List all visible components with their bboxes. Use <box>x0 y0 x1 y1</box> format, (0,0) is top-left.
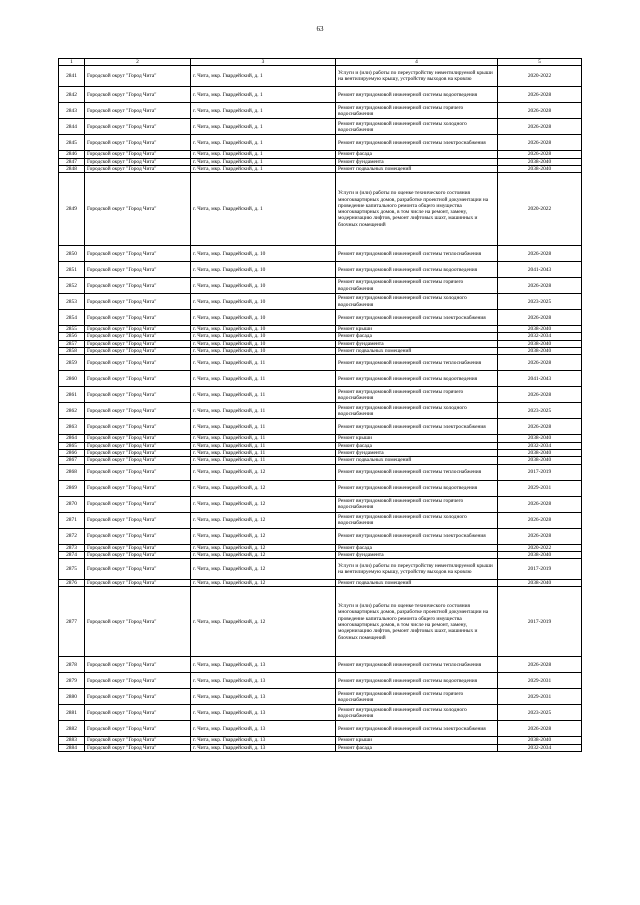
period-cell: 2038-2040 <box>498 551 582 558</box>
work-type-cell: Ремонт крыши <box>336 737 498 744</box>
address-cell: г. Чита, мкр. Гвардейский, д. 12 <box>191 580 336 587</box>
municipality-cell: Городской округ "Город Чита" <box>85 246 191 262</box>
table-row <box>59 333 582 340</box>
address-cell: г. Чита, мкр. Гвардейский, д. 1 <box>191 151 336 158</box>
work-type-cell: Ремонт фундамента <box>336 551 498 558</box>
address-cell: г. Чита, мкр. Гвардейский, д. 11 <box>191 355 336 371</box>
work-type-cell: Ремонт внутридомовой инженерной системы холодного водоснабжения <box>336 512 498 528</box>
table-row <box>59 457 582 464</box>
address-cell: г. Чита, мкр. Гвардейский, д. 11 <box>191 419 336 435</box>
address-cell: г. Чита, мкр. Гвардейский, д. 10 <box>191 278 336 294</box>
address-cell: г. Чита, мкр. Гвардейский, д. 10 <box>191 310 336 326</box>
row-number: 2862 <box>59 403 85 419</box>
work-type-cell: Ремонт подвальных помещений <box>336 348 498 355</box>
address-cell: г. Чита, мкр. Гвардейский, д. 12 <box>191 480 336 496</box>
row-number: 2865 <box>59 442 85 449</box>
row-number: 2843 <box>59 103 85 119</box>
work-type-cell: Ремонт внутридомовой инженерной системы холодного водоснабжения <box>336 705 498 721</box>
address-cell: г. Чита, мкр. Гвардейский, д. 11 <box>191 387 336 403</box>
period-cell: 2023-2025 <box>498 294 582 310</box>
table-row <box>59 103 582 119</box>
page-number: 63 <box>316 25 324 33</box>
table-row <box>59 512 582 528</box>
address-cell: г. Чита, мкр. Гвардейский, д. 13 <box>191 657 336 673</box>
row-number: 2842 <box>59 87 85 103</box>
row-number: 2849 <box>59 173 85 246</box>
row-number: 2883 <box>59 737 85 744</box>
address-cell: г. Чита, мкр. Гвардейский, д. 13 <box>191 737 336 744</box>
address-cell: г. Чита, мкр. Гвардейский, д. 13 <box>191 689 336 705</box>
row-number: 2875 <box>59 559 85 580</box>
table-row <box>59 559 582 580</box>
row-number: 2879 <box>59 673 85 689</box>
address-cell: г. Чита, мкр. Гвардейский, д. 11 <box>191 371 336 387</box>
address-cell: г. Чита, мкр. Гвардейский, д. 13 <box>191 744 336 751</box>
period-cell: 2038-2040 <box>498 348 582 355</box>
municipality-cell: Городской округ "Город Чита" <box>85 496 191 512</box>
address-cell: г. Чита, мкр. Гвардейский, д. 10 <box>191 348 336 355</box>
municipality-cell: Городской округ "Город Чита" <box>85 721 191 737</box>
municipality-cell: Городской округ "Город Чита" <box>85 442 191 449</box>
row-number: 2874 <box>59 551 85 558</box>
work-type-cell: Услуги и (или) работы по оценке технического состояния многоквартирных домов, разработке проектной документации на проведение капитального ремонта общего имущества многоквартирных домов, в том числе на ремонт, замену, модернизацию лифтов, ремонт лифтовых шахт, машинных и блочных помещений <box>336 173 498 246</box>
address-cell: г. Чита, мкр. Гвардейский, д. 10 <box>191 294 336 310</box>
municipality-cell: Городской округ "Город Чита" <box>85 512 191 528</box>
table-row <box>59 135 582 151</box>
work-type-cell: Ремонт фасада <box>336 442 498 449</box>
address-cell: г. Чита, мкр. Гвардейский, д. 11 <box>191 403 336 419</box>
address-cell: г. Чита, мкр. Гвардейский, д. 10 <box>191 340 336 347</box>
row-number: 2876 <box>59 580 85 587</box>
row-number: 2884 <box>59 744 85 751</box>
work-type-cell: Услуги и (или) работы по переустройству невентилируемой крыши на вентилируемую крышу, устройству выходов на кровлю <box>336 559 498 580</box>
period-cell: 2023-2025 <box>498 403 582 419</box>
work-type-cell: Услуги и (или) работы по переустройству невентилируемой крыши на вентилируемую крышу, устройству выходов на кровлю <box>336 66 498 87</box>
period-cell: 2038-2040 <box>498 340 582 347</box>
address-cell: г. Чита, мкр. Гвардейский, д. 1 <box>191 158 336 165</box>
row-number: 2869 <box>59 480 85 496</box>
municipality-cell: Городской округ "Город Чита" <box>85 387 191 403</box>
municipality-cell: Городской округ "Город Чита" <box>85 371 191 387</box>
row-number: 2868 <box>59 464 85 480</box>
row-number: 2856 <box>59 333 85 340</box>
table-row <box>59 158 582 165</box>
municipality-cell: Городской округ "Город Чита" <box>85 66 191 87</box>
work-type-cell: Ремонт подвальных помещений <box>336 580 498 587</box>
period-cell: 2026-2028 <box>498 512 582 528</box>
table-header-row <box>59 59 582 66</box>
address-cell: г. Чита, мкр. Гвардейский, д. 13 <box>191 721 336 737</box>
table-row <box>59 580 582 587</box>
municipality-cell: Городской округ "Город Чита" <box>85 449 191 456</box>
address-cell: г. Чита, мкр. Гвардейский, д. 12 <box>191 551 336 558</box>
municipality-cell: Городской округ "Город Чита" <box>85 419 191 435</box>
row-number: 2854 <box>59 310 85 326</box>
address-cell: г. Чита, мкр. Гвардейский, д. 1 <box>191 173 336 246</box>
municipality-cell: Городской округ "Город Чита" <box>85 158 191 165</box>
address-cell: г. Чита, мкр. Гвардейский, д. 1 <box>191 135 336 151</box>
period-cell: 2038-2040 <box>498 457 582 464</box>
work-type-cell: Ремонт фасада <box>336 333 498 340</box>
municipality-cell: Городской округ "Город Чита" <box>85 262 191 278</box>
period-cell: 2029-2031 <box>498 480 582 496</box>
period-cell: 2038-2040 <box>498 158 582 165</box>
table-row <box>59 496 582 512</box>
work-type-cell: Услуги и (или) работы по оценке технического состояния многоквартирных домов, разработке проектной документации на проведение капитального ремонта общего имущества многоквартирных домов, в том числе на ремонт, замену, модернизацию лифтов, ремонт лифтовых шахт, машинных и блочных помещений <box>336 587 498 657</box>
table-row <box>59 657 582 673</box>
address-cell: г. Чита, мкр. Гвардейский, д. 11 <box>191 457 336 464</box>
period-cell: 2032-2034 <box>498 744 582 751</box>
period-cell: 2017-2019 <box>498 587 582 657</box>
municipality-cell: Городской округ "Город Чита" <box>85 87 191 103</box>
period-cell: 2017-2019 <box>498 464 582 480</box>
work-type-cell: Ремонт внутридомовой инженерной системы электроснабжения <box>336 721 498 737</box>
work-type-cell: Ремонт фундамента <box>336 158 498 165</box>
row-number: 2844 <box>59 119 85 135</box>
period-cell: 2026-2028 <box>498 657 582 673</box>
row-number: 2848 <box>59 165 85 172</box>
work-type-cell: Ремонт внутридомовой инженерной системы водоотведения <box>336 262 498 278</box>
table-row <box>59 449 582 456</box>
municipality-cell: Городской округ "Город Чита" <box>85 340 191 347</box>
table-row <box>59 419 582 435</box>
work-type-cell: Ремонт крыши <box>336 326 498 333</box>
column-header: 4 <box>336 59 498 66</box>
row-number: 2880 <box>59 689 85 705</box>
municipality-cell: Городской округ "Город Чита" <box>85 580 191 587</box>
period-cell: 2020-2022 <box>498 173 582 246</box>
work-type-cell: Ремонт фасада <box>336 151 498 158</box>
municipality-cell: Городской округ "Город Чита" <box>85 544 191 551</box>
period-cell: 2026-2028 <box>498 278 582 294</box>
period-cell: 2029-2031 <box>498 689 582 705</box>
row-number: 2866 <box>59 449 85 456</box>
row-number: 2861 <box>59 387 85 403</box>
address-cell: г. Чита, мкр. Гвардейский, д. 10 <box>191 262 336 278</box>
period-cell: 2038-2040 <box>498 326 582 333</box>
table-row <box>59 294 582 310</box>
work-type-cell: Ремонт внутридомовой инженерной системы теплоснабжения <box>336 464 498 480</box>
period-cell: 2032-2034 <box>498 333 582 340</box>
table-row <box>59 737 582 744</box>
address-cell: г. Чита, мкр. Гвардейский, д. 1 <box>191 66 336 87</box>
column-header: 3 <box>191 59 336 66</box>
table-row <box>59 173 582 246</box>
period-cell: 2020-2022 <box>498 544 582 551</box>
table-row <box>59 544 582 551</box>
municipality-cell: Городской округ "Город Чита" <box>85 278 191 294</box>
municipality-cell: Городской округ "Город Чита" <box>85 689 191 705</box>
row-number: 2872 <box>59 528 85 544</box>
municipality-cell: Городской округ "Город Чита" <box>85 294 191 310</box>
work-type-cell: Ремонт фундамента <box>336 449 498 456</box>
row-number: 2859 <box>59 355 85 371</box>
table-row <box>59 480 582 496</box>
row-number: 2846 <box>59 151 85 158</box>
work-type-cell: Ремонт фундамента <box>336 340 498 347</box>
work-type-cell: Ремонт внутридомовой инженерной системы холодного водоснабжения <box>336 119 498 135</box>
period-cell: 2029-2031 <box>498 673 582 689</box>
address-cell: г. Чита, мкр. Гвардейский, д. 12 <box>191 544 336 551</box>
period-cell: 2026-2028 <box>498 355 582 371</box>
period-cell: 2026-2028 <box>498 419 582 435</box>
municipality-cell: Городской округ "Город Чита" <box>85 348 191 355</box>
row-number: 2857 <box>59 340 85 347</box>
repair-schedule-table <box>58 58 582 752</box>
table-row <box>59 66 582 87</box>
work-type-cell: Ремонт внутридомовой инженерной системы горячего водоснабжения <box>336 103 498 119</box>
period-cell: 2026-2028 <box>498 103 582 119</box>
row-number: 2873 <box>59 544 85 551</box>
municipality-cell: Городской округ "Город Чита" <box>85 119 191 135</box>
work-type-cell: Ремонт крыши <box>336 435 498 442</box>
column-header: 1 <box>59 59 85 66</box>
work-type-cell: Ремонт внутридомовой инженерной системы горячего водоснабжения <box>336 278 498 294</box>
table-row <box>59 326 582 333</box>
address-cell: г. Чита, мкр. Гвардейский, д. 10 <box>191 246 336 262</box>
table-row <box>59 151 582 158</box>
work-type-cell: Ремонт внутридомовой инженерной системы электроснабжения <box>336 135 498 151</box>
address-cell: г. Чита, мкр. Гвардейский, д. 1 <box>191 119 336 135</box>
table-row <box>59 587 582 657</box>
table-row <box>59 278 582 294</box>
period-cell: 2026-2028 <box>498 528 582 544</box>
municipality-cell: Городской округ "Город Чита" <box>85 355 191 371</box>
work-type-cell: Ремонт внутридомовой инженерной системы горячего водоснабжения <box>336 387 498 403</box>
row-number: 2881 <box>59 705 85 721</box>
work-type-cell: Ремонт подвальных помещений <box>336 165 498 172</box>
address-cell: г. Чита, мкр. Гвардейский, д. 1 <box>191 103 336 119</box>
work-type-cell: Ремонт внутридомовой инженерной системы теплоснабжения <box>336 355 498 371</box>
municipality-cell: Городской округ "Город Чита" <box>85 587 191 657</box>
table-row <box>59 310 582 326</box>
table-row <box>59 551 582 558</box>
address-cell: г. Чита, мкр. Гвардейский, д. 13 <box>191 705 336 721</box>
table-row <box>59 355 582 371</box>
municipality-cell: Городской округ "Город Чита" <box>85 103 191 119</box>
municipality-cell: Городской округ "Город Чита" <box>85 310 191 326</box>
row-number: 2864 <box>59 435 85 442</box>
period-cell: 2026-2028 <box>498 387 582 403</box>
row-number: 2860 <box>59 371 85 387</box>
work-type-cell: Ремонт внутридомовой инженерной системы холодного водоснабжения <box>336 403 498 419</box>
municipality-cell: Городской округ "Город Чита" <box>85 135 191 151</box>
municipality-cell: Городской округ "Город Чита" <box>85 673 191 689</box>
work-type-cell: Ремонт внутридомовой инженерной системы холодного водоснабжения <box>336 294 498 310</box>
row-number: 2841 <box>59 66 85 87</box>
period-cell: 2026-2028 <box>498 135 582 151</box>
table-row <box>59 371 582 387</box>
work-type-cell: Ремонт внутридомовой инженерной системы электроснабжения <box>336 310 498 326</box>
table-row <box>59 165 582 172</box>
work-type-cell: Ремонт внутридомовой инженерной системы водоотведения <box>336 480 498 496</box>
row-number: 2858 <box>59 348 85 355</box>
work-type-cell: Ремонт внутридомовой инженерной системы теплоснабжения <box>336 657 498 673</box>
work-type-cell: Ремонт внутридомовой инженерной системы водоотведения <box>336 371 498 387</box>
address-cell: г. Чита, мкр. Гвардейский, д. 10 <box>191 333 336 340</box>
column-header: 5 <box>498 59 582 66</box>
row-number: 2845 <box>59 135 85 151</box>
work-type-cell: Ремонт внутридомовой инженерной системы горячего водоснабжения <box>336 689 498 705</box>
municipality-cell: Городской округ "Город Чита" <box>85 657 191 673</box>
period-cell: 2020-2022 <box>498 66 582 87</box>
table-row <box>59 744 582 751</box>
address-cell: г. Чита, мкр. Гвардейский, д. 10 <box>191 326 336 333</box>
table-row <box>59 705 582 721</box>
table-row <box>59 403 582 419</box>
municipality-cell: Городской округ "Город Чита" <box>85 403 191 419</box>
row-number: 2871 <box>59 512 85 528</box>
table-row <box>59 528 582 544</box>
municipality-cell: Городской округ "Город Чита" <box>85 528 191 544</box>
period-cell: 2026-2028 <box>498 310 582 326</box>
address-cell: г. Чита, мкр. Гвардейский, д. 11 <box>191 449 336 456</box>
address-cell: г. Чита, мкр. Гвардейский, д. 1 <box>191 165 336 172</box>
row-number: 2863 <box>59 419 85 435</box>
address-cell: г. Чита, мкр. Гвардейский, д. 13 <box>191 673 336 689</box>
table-row <box>59 387 582 403</box>
row-number: 2870 <box>59 496 85 512</box>
row-number: 2847 <box>59 158 85 165</box>
table-row <box>59 340 582 347</box>
table-row <box>59 689 582 705</box>
municipality-cell: Городской округ "Город Чита" <box>85 326 191 333</box>
address-cell: г. Чита, мкр. Гвардейский, д. 12 <box>191 464 336 480</box>
period-cell: 2038-2040 <box>498 165 582 172</box>
row-number: 2877 <box>59 587 85 657</box>
table-row <box>59 348 582 355</box>
table-row <box>59 464 582 480</box>
work-type-cell: Ремонт внутридомовой инженерной системы электроснабжения <box>336 528 498 544</box>
row-number: 2855 <box>59 326 85 333</box>
row-number: 2851 <box>59 262 85 278</box>
table-row <box>59 246 582 262</box>
period-cell: 2017-2019 <box>498 559 582 580</box>
address-cell: г. Чита, мкр. Гвардейский, д. 11 <box>191 435 336 442</box>
row-number: 2850 <box>59 246 85 262</box>
table-row <box>59 87 582 103</box>
municipality-cell: Городской округ "Город Чита" <box>85 559 191 580</box>
address-cell: г. Чита, мкр. Гвардейский, д. 1 <box>191 87 336 103</box>
address-cell: г. Чита, мкр. Гвардейский, д. 12 <box>191 587 336 657</box>
work-type-cell: Ремонт подвальных помещений <box>336 457 498 464</box>
table-row <box>59 442 582 449</box>
address-cell: г. Чита, мкр. Гвардейский, д. 12 <box>191 528 336 544</box>
table-row <box>59 119 582 135</box>
period-cell: 2038-2040 <box>498 737 582 744</box>
municipality-cell: Городской округ "Город Чита" <box>85 464 191 480</box>
municipality-cell: Городской округ "Город Чита" <box>85 435 191 442</box>
work-type-cell: Ремонт внутридомовой инженерной системы горячего водоснабжения <box>336 496 498 512</box>
municipality-cell: Городской округ "Город Чита" <box>85 705 191 721</box>
municipality-cell: Городской округ "Город Чита" <box>85 165 191 172</box>
row-number: 2878 <box>59 657 85 673</box>
address-cell: г. Чита, мкр. Гвардейский, д. 12 <box>191 496 336 512</box>
period-cell: 2026-2028 <box>498 246 582 262</box>
work-type-cell: Ремонт внутридомовой инженерной системы теплоснабжения <box>336 246 498 262</box>
period-cell: 2023-2025 <box>498 705 582 721</box>
municipality-cell: Городской округ "Город Чита" <box>85 551 191 558</box>
municipality-cell: Городской округ "Город Чита" <box>85 173 191 246</box>
work-type-cell: Ремонт внутридомовой инженерной системы электроснабжения <box>336 419 498 435</box>
period-cell: 2026-2028 <box>498 119 582 135</box>
municipality-cell: Городской округ "Город Чита" <box>85 151 191 158</box>
work-type-cell: Ремонт внутридомовой инженерной системы водоотведения <box>336 87 498 103</box>
table-row <box>59 262 582 278</box>
row-number: 2882 <box>59 721 85 737</box>
municipality-cell: Городской округ "Город Чита" <box>85 480 191 496</box>
address-cell: г. Чита, мкр. Гвардейский, д. 12 <box>191 559 336 580</box>
period-cell: 2041-2043 <box>498 262 582 278</box>
work-type-cell: Ремонт фасада <box>336 544 498 551</box>
period-cell: 2026-2028 <box>498 721 582 737</box>
work-type-cell: Ремонт внутридомовой инженерной системы водоотведения <box>336 673 498 689</box>
row-number: 2867 <box>59 457 85 464</box>
municipality-cell: Городской округ "Город Чита" <box>85 737 191 744</box>
table-row <box>59 721 582 737</box>
address-cell: г. Чита, мкр. Гвардейский, д. 12 <box>191 512 336 528</box>
period-cell: 2026-2028 <box>498 496 582 512</box>
address-cell: г. Чита, мкр. Гвардейский, д. 11 <box>191 442 336 449</box>
table-row <box>59 435 582 442</box>
period-cell: 2032-2034 <box>498 442 582 449</box>
period-cell: 2026-2028 <box>498 87 582 103</box>
municipality-cell: Городской округ "Город Чита" <box>85 333 191 340</box>
municipality-cell: Городской округ "Город Чита" <box>85 457 191 464</box>
table-row <box>59 673 582 689</box>
period-cell: 2041-2043 <box>498 371 582 387</box>
period-cell: 2026-2028 <box>498 151 582 158</box>
municipality-cell: Городской округ "Город Чита" <box>85 744 191 751</box>
column-header: 2 <box>85 59 191 66</box>
row-number: 2852 <box>59 278 85 294</box>
period-cell: 2038-2040 <box>498 435 582 442</box>
work-type-cell: Ремонт фасада <box>336 744 498 751</box>
period-cell: 2038-2040 <box>498 449 582 456</box>
row-number: 2853 <box>59 294 85 310</box>
period-cell: 2038-2040 <box>498 580 582 587</box>
